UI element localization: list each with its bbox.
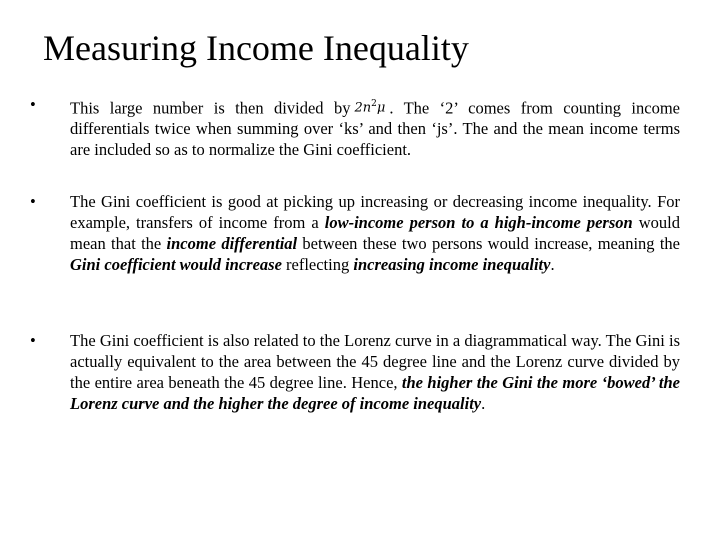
bullet-marker: • <box>30 95 36 114</box>
formula-coefficient: 2 <box>354 100 363 116</box>
bullet-text-segment: reflecting <box>281 255 354 274</box>
bullet-text-segment: The Gini coefficient is good at picking up increasing or decreasing income inequality. For example, transfers of income from a <box>70 192 680 232</box>
bullet-text <box>70 94 680 160</box>
bullet-point-3 <box>30 330 680 414</box>
emphasis-increasing-inequality: increasing income inequality <box>353 255 551 274</box>
bullet-text <box>70 330 680 414</box>
formula-mu: μ <box>376 100 386 116</box>
bullet-text <box>70 191 680 275</box>
emphasis-low-to-high-income: low-income person to a high-income person <box>324 213 633 232</box>
emphasis-higher-gini: the higher the Gini the more ‘bowed’ the Lorenz curve and the higher the degree of income inequality <box>70 373 680 413</box>
emphasis-income-differential: income differential <box>166 234 298 253</box>
bullet-point-1 <box>30 94 680 160</box>
slide-title: Measuring Income Inequality <box>43 28 469 68</box>
emphasis-gini-increase: Gini coefficient would increase <box>70 255 282 274</box>
bullet-text-segment: This large number is then divided by <box>70 98 351 118</box>
bullet-text-segment: . The ‘2’ comes from counting income differentials twice when summing over ‘ks’ and then ‘js’. The and the mean income terms are included so as to normalize the Gini coefficient. <box>70 98 680 160</box>
formula-variable: n <box>362 100 372 116</box>
bullet-text-segment: The Gini coefficient is also related to the Lorenz curve in a diagrammatical way. The Gini is actually equivalent to the area between the 45 degree line and the Lorenz curve divided by the entire area beneath the 45 degree line. Hence, <box>70 331 680 392</box>
bullet-text-segment: would mean that the <box>70 213 680 253</box>
bullet-marker: • <box>30 192 36 211</box>
bullet-text-segment: between these two persons would increase, meaning the <box>297 234 680 253</box>
formula-2n2mu <box>354 94 385 118</box>
bullet-marker: • <box>30 331 36 350</box>
formula-exponent: 2 <box>371 99 377 109</box>
bullet-point-2 <box>30 191 680 275</box>
bullet-text-segment: . <box>550 255 555 274</box>
bullet-text-segment: . <box>481 394 486 413</box>
